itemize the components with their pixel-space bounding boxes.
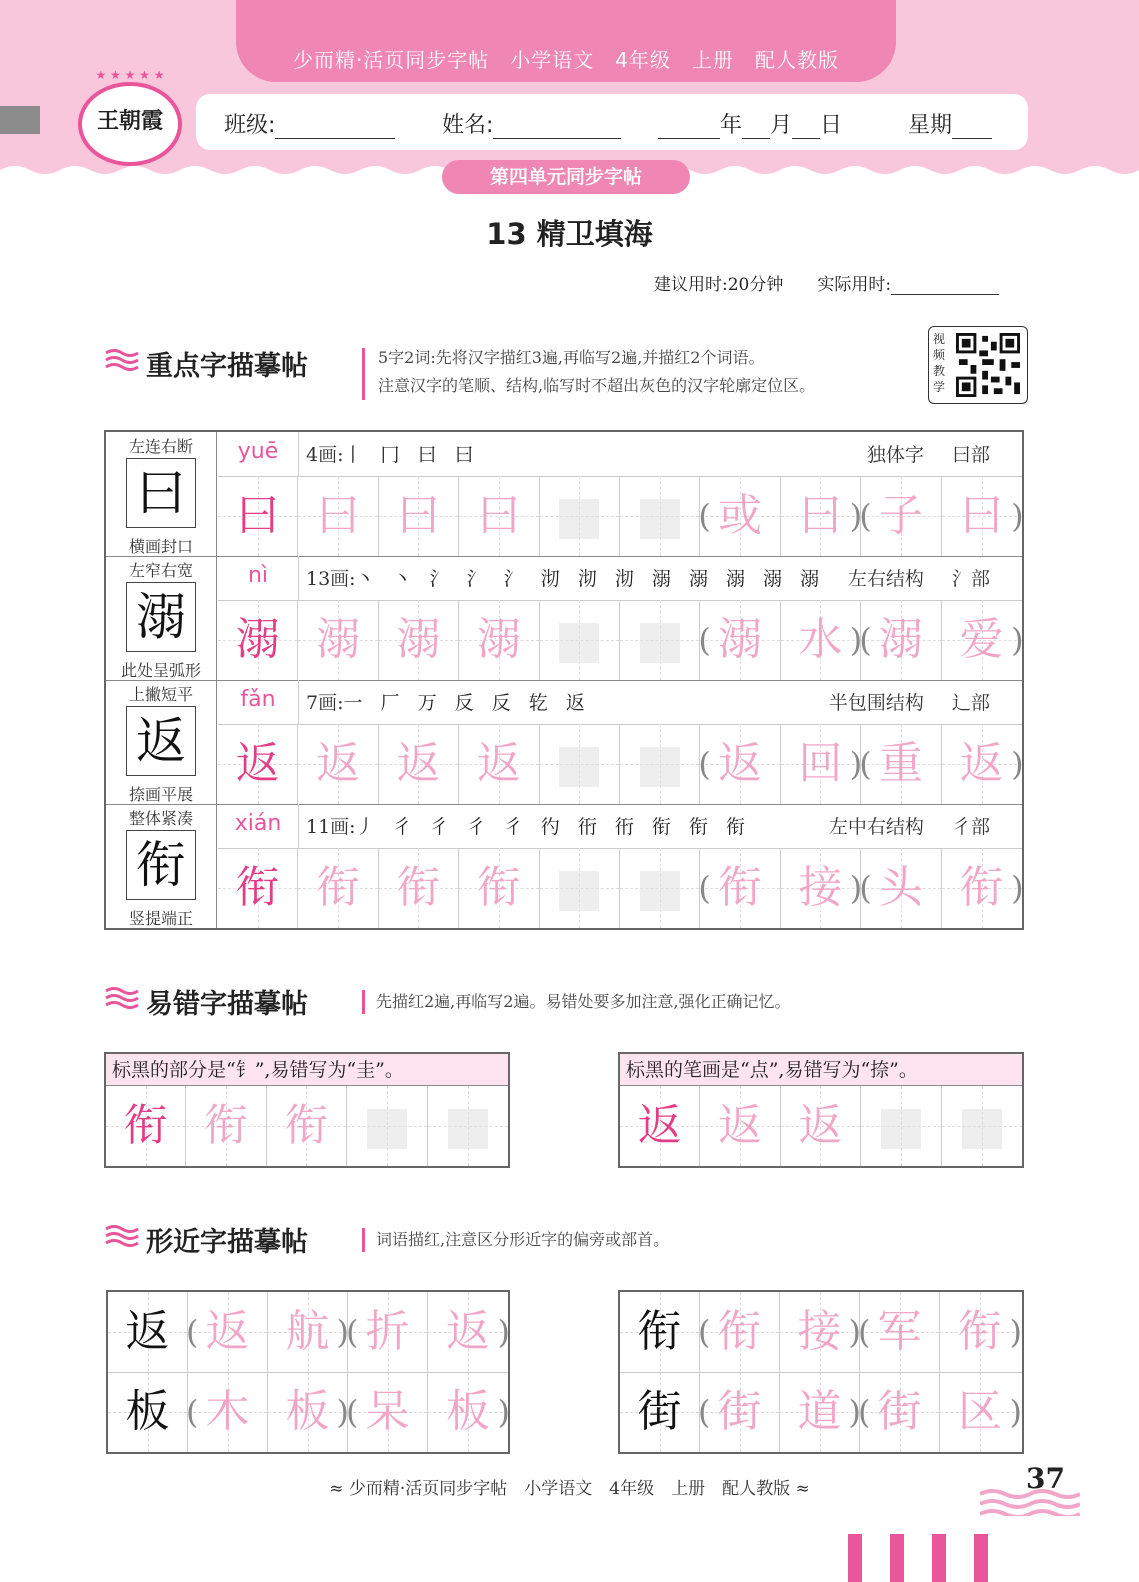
left-paren: ( bbox=[186, 1313, 199, 1351]
tip-top: 上撇短平 bbox=[128, 685, 193, 704]
practice-cell[interactable] bbox=[348, 1372, 428, 1452]
model-char: 衔 bbox=[637, 1306, 682, 1357]
practice-cell[interactable] bbox=[298, 724, 378, 804]
practice-cell[interactable] bbox=[620, 476, 700, 556]
practice-cell[interactable] bbox=[298, 476, 378, 556]
pink-bar bbox=[932, 1534, 946, 1582]
trace-char: 溺 bbox=[316, 614, 361, 665]
word-char: 衔 bbox=[717, 1306, 762, 1357]
model-char: 返 bbox=[126, 706, 196, 776]
red-model-char: 曰 bbox=[235, 490, 280, 541]
word-char: 区 bbox=[958, 1386, 1002, 1437]
word-char: 水 bbox=[798, 614, 843, 665]
pink-bar bbox=[890, 1534, 904, 1582]
radical: 辶部 bbox=[951, 692, 990, 714]
pinyin: nì bbox=[218, 556, 299, 600]
word-char: 板 bbox=[446, 1386, 490, 1437]
model-char: 返 bbox=[125, 1306, 170, 1357]
structure-info bbox=[829, 812, 990, 839]
practice-cell[interactable] bbox=[620, 1372, 700, 1452]
stroke-info-row bbox=[218, 804, 1022, 849]
date-field[interactable] bbox=[658, 108, 842, 139]
actual-time-label: 实际用时: bbox=[817, 275, 892, 295]
stroke-sequence: 丶 丶 氵 氵 氵 沏 沏 沏 溺 溺 溺 溺 溺 bbox=[355, 568, 826, 590]
weekday-field[interactable] bbox=[908, 108, 992, 139]
red-model-char: 返 bbox=[235, 738, 280, 789]
error-hint: 标黑的部分是“钅”,易错写为“圭”。 bbox=[106, 1054, 508, 1086]
day-label: 日 bbox=[820, 113, 843, 138]
page-edge-tab bbox=[0, 106, 40, 134]
left-paren: ( bbox=[698, 621, 711, 659]
char-tip-cell bbox=[106, 680, 217, 804]
model-char: 曰 bbox=[126, 458, 196, 528]
brand-logo bbox=[78, 68, 182, 166]
practice-cell[interactable] bbox=[106, 1086, 186, 1166]
practice-cell[interactable] bbox=[860, 1372, 940, 1452]
stroke-sequence: 一 厂 万 反 反 䢀 返 bbox=[343, 692, 591, 714]
time-line bbox=[654, 270, 999, 295]
structure-info bbox=[848, 564, 990, 591]
practice-cell[interactable] bbox=[218, 848, 298, 928]
word-char: 折 bbox=[365, 1306, 410, 1357]
practice-cell[interactable] bbox=[459, 724, 539, 804]
name-label: 姓名: bbox=[442, 113, 494, 138]
section-title-error: 易错字描摹帖 bbox=[146, 989, 308, 1020]
stroke-order bbox=[306, 688, 591, 715]
practice-cell[interactable] bbox=[781, 476, 861, 556]
right-paren: ) bbox=[336, 1393, 349, 1431]
red-model-char: 溺 bbox=[235, 614, 280, 665]
practice-cell[interactable] bbox=[428, 1086, 508, 1166]
tip-top: 左连右断 bbox=[128, 437, 193, 456]
word-char: 道 bbox=[797, 1386, 842, 1437]
stroke-count: 11画: bbox=[306, 816, 356, 838]
series-title: 少而精·活页同步字帖 小学语文 4年级 上册 配人教版 bbox=[292, 48, 840, 72]
suggest-time: 建议用时:20分钟 bbox=[654, 275, 784, 295]
word-char: 爱 bbox=[959, 614, 1004, 665]
right-paren: ) bbox=[1011, 497, 1024, 535]
error-table-2 bbox=[618, 1052, 1024, 1168]
stroke-info-row bbox=[218, 556, 1022, 601]
practice-cell[interactable] bbox=[940, 1372, 1020, 1452]
trace-char: 衔 bbox=[284, 1100, 329, 1151]
section-divider bbox=[362, 1228, 365, 1252]
practice-cell[interactable] bbox=[188, 1372, 268, 1452]
section-note-error: 先描红2遍,再临写2遍。易错处要多加注意,强化正确记忆。 bbox=[376, 992, 791, 1011]
stroke-info-row bbox=[218, 432, 1022, 477]
pinyin: fǎn bbox=[218, 680, 299, 724]
trace-char: 衔 bbox=[476, 862, 521, 913]
pink-bar bbox=[974, 1534, 988, 1582]
word-char: 航 bbox=[285, 1306, 330, 1357]
practice-cells bbox=[218, 600, 1022, 680]
left-paren: ( bbox=[186, 1393, 199, 1431]
word-char: 呆 bbox=[365, 1386, 410, 1437]
char-tip-cell bbox=[106, 556, 217, 680]
word-char: 子 bbox=[878, 490, 923, 541]
practice-cells bbox=[218, 848, 1022, 928]
left-paren: ( bbox=[698, 869, 711, 907]
practice-cell[interactable] bbox=[861, 600, 941, 680]
right-paren: ) bbox=[1009, 1313, 1022, 1351]
section-title-key: 重点字描摹帖 bbox=[146, 351, 308, 382]
trace-char: 返 bbox=[476, 738, 521, 789]
trace-char: 曰 bbox=[476, 490, 521, 541]
section-title-similar: 形近字描摹帖 bbox=[146, 1227, 308, 1258]
practice-cell[interactable] bbox=[861, 1086, 941, 1166]
structure-info bbox=[867, 440, 990, 467]
practice-cell[interactable] bbox=[700, 724, 780, 804]
trace-char: 溺 bbox=[476, 614, 521, 665]
right-paren: ) bbox=[1011, 869, 1024, 907]
key-char-row bbox=[106, 556, 1022, 681]
structure-type: 独体字 bbox=[866, 444, 924, 466]
right-paren: ) bbox=[848, 1393, 861, 1431]
word-char: 接 bbox=[797, 1306, 842, 1357]
error-hint: 标黑的笔画是“点”,易错写为“捺”。 bbox=[620, 1054, 1022, 1086]
right-paren: ) bbox=[497, 1313, 510, 1351]
word-char: 返 bbox=[718, 738, 763, 789]
practice-cell[interactable] bbox=[218, 724, 298, 804]
practice-cell[interactable] bbox=[940, 1292, 1020, 1372]
practice-cell[interactable] bbox=[267, 1086, 347, 1166]
radical: 氵部 bbox=[951, 568, 990, 590]
tip-bottom: 捺画平展 bbox=[128, 785, 193, 804]
tip-top: 整体紧凑 bbox=[128, 809, 193, 828]
left-paren: ( bbox=[346, 1313, 359, 1351]
practice-cell[interactable] bbox=[298, 600, 378, 680]
word-char: 溺 bbox=[878, 614, 923, 665]
practice-cell[interactable] bbox=[620, 724, 700, 804]
model-char: 板 bbox=[125, 1386, 170, 1437]
right-paren: ) bbox=[497, 1393, 510, 1431]
logo-text: 王朝霞 bbox=[96, 108, 163, 134]
word-char: 板 bbox=[285, 1386, 330, 1437]
practice-cell[interactable] bbox=[540, 600, 620, 680]
trace-char: 返 bbox=[798, 1100, 843, 1151]
year-label: 年 bbox=[720, 113, 743, 138]
key-char-row bbox=[106, 680, 1022, 805]
practice-cells bbox=[218, 476, 1022, 556]
class-field[interactable] bbox=[224, 108, 395, 139]
practice-cell[interactable] bbox=[700, 1086, 780, 1166]
practice-cell[interactable] bbox=[268, 1292, 348, 1372]
page-number: 37 bbox=[1026, 1462, 1065, 1495]
wave-lines-icon bbox=[104, 1224, 140, 1248]
trace-char: 返 bbox=[718, 1100, 763, 1151]
practice-cell[interactable] bbox=[942, 476, 1022, 556]
practice-cell[interactable] bbox=[620, 600, 700, 680]
practice-cell[interactable] bbox=[700, 848, 780, 928]
practice-cell[interactable] bbox=[700, 476, 780, 556]
stroke-order bbox=[306, 812, 751, 839]
month-label: 月 bbox=[770, 113, 793, 138]
footer-wave-icon bbox=[980, 1488, 1080, 1516]
stroke-count: 4画: bbox=[306, 444, 344, 466]
note-line-2: 注意汉字的笔顺、结构,临写时不超出灰色的汉字轮廓定位区。 bbox=[378, 376, 816, 395]
trace-char: 曰 bbox=[396, 490, 441, 541]
practice-cell[interactable] bbox=[780, 1292, 860, 1372]
right-paren: ) bbox=[1011, 621, 1024, 659]
word-char: 或 bbox=[718, 490, 763, 541]
word-char: 回 bbox=[798, 738, 843, 789]
practice-cell[interactable] bbox=[540, 848, 620, 928]
practice-cell[interactable] bbox=[942, 848, 1022, 928]
left-paren: ( bbox=[859, 869, 872, 907]
video-qr-code[interactable] bbox=[928, 326, 1028, 404]
practice-cell[interactable] bbox=[780, 1372, 860, 1452]
practice-cell[interactable] bbox=[188, 1292, 268, 1372]
practice-cell[interactable] bbox=[700, 1372, 780, 1452]
practice-cell[interactable] bbox=[347, 1086, 427, 1166]
practice-cell[interactable] bbox=[942, 1086, 1022, 1166]
structure-type: 左右结构 bbox=[847, 568, 924, 590]
practice-cell[interactable] bbox=[540, 724, 620, 804]
word-char: 街 bbox=[717, 1386, 762, 1437]
right-paren: ) bbox=[849, 497, 863, 535]
similar-row bbox=[108, 1372, 508, 1452]
practice-cell[interactable] bbox=[348, 1292, 428, 1372]
word-char: 军 bbox=[877, 1306, 922, 1357]
lesson-title: 13 精卫填海 bbox=[486, 217, 653, 251]
right-paren: ) bbox=[336, 1313, 349, 1351]
similar-row bbox=[108, 1292, 508, 1373]
practice-cells bbox=[620, 1086, 1022, 1166]
practice-cell[interactable] bbox=[781, 600, 861, 680]
section-divider bbox=[362, 990, 365, 1014]
stroke-count: 7画: bbox=[306, 692, 344, 714]
practice-cell[interactable] bbox=[700, 600, 780, 680]
trace-char: 溺 bbox=[396, 614, 441, 665]
left-paren: ( bbox=[858, 1313, 871, 1351]
tip-bottom: 竖提端正 bbox=[128, 909, 193, 928]
name-field[interactable] bbox=[442, 108, 621, 139]
practice-cell[interactable] bbox=[186, 1086, 266, 1166]
tip-bottom: 横画封口 bbox=[128, 537, 193, 556]
stroke-sequence: 丿 彳 彳 彳 彳 彴 衎 衎 衔 衔 衔 bbox=[355, 816, 751, 838]
left-paren: ( bbox=[859, 497, 872, 535]
practice-cells bbox=[106, 1086, 508, 1166]
week-label: 星期 bbox=[908, 113, 953, 138]
key-char-row bbox=[106, 432, 1022, 557]
practice-cell[interactable] bbox=[428, 1292, 508, 1372]
structure-type: 左中右结构 bbox=[828, 816, 924, 838]
practice-cell[interactable] bbox=[459, 476, 539, 556]
practice-cell[interactable] bbox=[781, 1086, 861, 1166]
practice-cell[interactable] bbox=[620, 1086, 700, 1166]
trace-char: 衔 bbox=[316, 862, 361, 913]
class-label: 班级: bbox=[224, 113, 276, 138]
practice-cell[interactable] bbox=[379, 600, 459, 680]
practice-cell[interactable] bbox=[108, 1372, 188, 1452]
similar-table-1 bbox=[106, 1290, 510, 1454]
pinyin: xián bbox=[218, 804, 299, 848]
pink-bar bbox=[848, 1534, 862, 1582]
practice-cell[interactable] bbox=[379, 724, 459, 804]
left-paren: ( bbox=[859, 621, 872, 659]
word-char: 接 bbox=[798, 862, 843, 913]
footer-text: ≈ 少而精·活页同步字帖 小学语文 4年级 上册 配人教版 ≈ bbox=[329, 1479, 810, 1499]
practice-cell[interactable] bbox=[218, 476, 298, 556]
practice-cell[interactable] bbox=[540, 476, 620, 556]
structure-type: 半包围结构 bbox=[828, 692, 924, 714]
practice-cell[interactable] bbox=[108, 1292, 188, 1372]
stroke-order bbox=[306, 440, 480, 467]
word-char: 街 bbox=[877, 1386, 922, 1437]
unit-label: 第四单元同步字帖 bbox=[442, 160, 690, 194]
right-paren: ) bbox=[849, 745, 863, 783]
error-table-1 bbox=[104, 1052, 510, 1168]
practice-cell[interactable] bbox=[861, 848, 941, 928]
practice-cell[interactable] bbox=[428, 1372, 508, 1452]
practice-cell[interactable] bbox=[860, 1292, 940, 1372]
trace-char: 曰 bbox=[316, 490, 361, 541]
key-chars-table bbox=[104, 430, 1024, 930]
trace-char: 返 bbox=[316, 738, 361, 789]
word-char: 曰 bbox=[959, 490, 1004, 541]
left-paren: ( bbox=[858, 1393, 871, 1431]
practice-cell[interactable] bbox=[700, 1292, 780, 1372]
stars-icon: ★ ★ ★ ★ ★ bbox=[95, 68, 165, 82]
right-paren: ) bbox=[1011, 745, 1024, 783]
qr-label: 视频教学 bbox=[933, 332, 946, 394]
word-char: 返 bbox=[205, 1306, 250, 1357]
section-divider bbox=[362, 348, 365, 400]
trace-char: 衔 bbox=[204, 1100, 249, 1151]
word-char: 返 bbox=[446, 1306, 490, 1357]
practice-cell[interactable] bbox=[218, 600, 298, 680]
trace-char: 衔 bbox=[396, 862, 441, 913]
practice-cell[interactable] bbox=[861, 476, 941, 556]
left-paren: ( bbox=[698, 1313, 711, 1351]
practice-cell[interactable] bbox=[781, 724, 861, 804]
practice-cell[interactable] bbox=[379, 476, 459, 556]
char-tip-cell bbox=[106, 432, 217, 556]
red-model-char: 衔 bbox=[235, 862, 280, 913]
red-model-char: 返 bbox=[637, 1100, 682, 1151]
key-char-row bbox=[106, 804, 1022, 928]
stroke-order bbox=[306, 564, 825, 591]
model-char: 衔 bbox=[126, 830, 196, 900]
radical: 彳部 bbox=[951, 816, 990, 838]
word-char: 重 bbox=[878, 738, 923, 789]
trace-char: 返 bbox=[396, 738, 441, 789]
practice-cell[interactable] bbox=[459, 600, 539, 680]
student-info-box bbox=[196, 94, 1028, 150]
note-line-1: 5字2词:先将汉字描红3遍,再临写2遍,并描红2个词语。 bbox=[378, 348, 765, 367]
word-char: 返 bbox=[959, 738, 1004, 789]
radical: 曰部 bbox=[951, 444, 990, 466]
tip-bottom: 此处呈弧形 bbox=[120, 661, 201, 680]
red-model-char: 衔 bbox=[123, 1100, 168, 1151]
left-paren: ( bbox=[859, 745, 872, 783]
similar-table-2 bbox=[618, 1290, 1024, 1454]
right-paren: ) bbox=[849, 869, 863, 907]
practice-cell[interactable] bbox=[459, 848, 539, 928]
similar-row bbox=[620, 1372, 1022, 1452]
word-char: 衔 bbox=[958, 1306, 1002, 1357]
practice-cell[interactable] bbox=[620, 1292, 700, 1372]
practice-cells bbox=[218, 724, 1022, 804]
section-note-similar: 词语描红,注意区分形近字的偏旁或部首。 bbox=[376, 1230, 670, 1249]
model-char: 溺 bbox=[126, 582, 196, 652]
word-char: 衔 bbox=[718, 862, 763, 913]
wave-lines-icon bbox=[104, 986, 140, 1010]
practice-cell[interactable] bbox=[942, 724, 1022, 804]
similar-row bbox=[620, 1292, 1022, 1373]
right-paren: ) bbox=[1009, 1393, 1022, 1431]
word-char: 衔 bbox=[959, 862, 1004, 913]
char-tip-cell bbox=[106, 804, 217, 928]
left-paren: ( bbox=[698, 745, 711, 783]
practice-cell[interactable] bbox=[298, 848, 378, 928]
structure-info bbox=[829, 688, 990, 715]
stroke-count: 13画: bbox=[306, 568, 356, 590]
word-char: 头 bbox=[878, 862, 923, 913]
stroke-info-row bbox=[218, 680, 1022, 725]
stroke-sequence: 丨 冂 曰 曰 bbox=[343, 444, 480, 466]
practice-cell[interactable] bbox=[379, 848, 459, 928]
model-char: 街 bbox=[637, 1386, 682, 1437]
pinyin: yuē bbox=[218, 432, 299, 476]
left-paren: ( bbox=[346, 1393, 359, 1431]
right-paren: ) bbox=[848, 1313, 861, 1351]
left-paren: ( bbox=[698, 1393, 711, 1431]
practice-cell[interactable] bbox=[620, 848, 700, 928]
word-char: 溺 bbox=[718, 614, 763, 665]
left-paren: ( bbox=[698, 497, 711, 535]
practice-cell[interactable] bbox=[268, 1372, 348, 1452]
word-char: 曰 bbox=[798, 490, 843, 541]
tip-top: 左窄右宽 bbox=[128, 561, 193, 580]
practice-cell[interactable] bbox=[861, 724, 941, 804]
practice-cell[interactable] bbox=[781, 848, 861, 928]
practice-cell[interactable] bbox=[942, 600, 1022, 680]
qr-code-icon bbox=[955, 333, 1021, 397]
right-paren: ) bbox=[849, 621, 863, 659]
wave-lines-icon bbox=[104, 348, 140, 372]
section-note-key bbox=[378, 344, 815, 400]
word-char: 木 bbox=[205, 1386, 250, 1437]
